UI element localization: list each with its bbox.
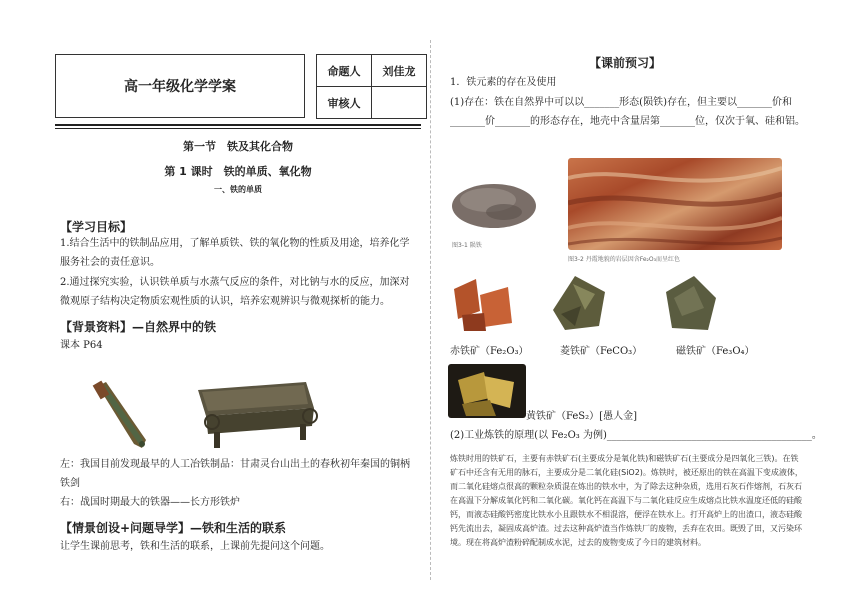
paragraph-line: 矿石中还含有无用的脉石，主要成分是二氧化硅(SiO2)。炼铁时，被还原出的铁在高温下变成液体， bbox=[450, 468, 803, 477]
author-value: 刘佳龙 bbox=[372, 55, 427, 87]
goal-2 bbox=[60, 273, 430, 311]
header-rule bbox=[55, 124, 421, 126]
goal-2-line-b: 微观原子结构决定物质宏观性质的认识，培养宏观辨识与微观探析的能力。 bbox=[60, 296, 390, 307]
paragraph-line: 炼铁时用的铁矿石，主要有赤铁矿石(主要成分是氧化铁)和磁铁矿石(主要成分是四氧化三铁)。在铁 bbox=[450, 454, 799, 463]
goal-1-line-a: 1.结合生活中的铁制品应用，了解单质铁、铁的氧化物的性质及用途，培养化学 bbox=[60, 238, 410, 249]
document-title-box bbox=[55, 54, 305, 118]
bronze-sword-image bbox=[90, 380, 152, 452]
author-table bbox=[316, 54, 427, 119]
goal-1 bbox=[60, 234, 430, 272]
background-title: 【背景资料】—自然界中的铁 bbox=[60, 320, 217, 334]
header-rule-thin bbox=[55, 128, 421, 129]
paragraph-line: 钙先流出去，凝固成高炉渣。过去这种高炉渣当作炼铁厂的废物，丢弃在农田。既毁了田，又污染环 bbox=[450, 524, 802, 533]
siderite-label: 菱铁矿（FeCO₃） bbox=[560, 346, 643, 357]
goal-2-line-a: 2.通过探究实验，认识铁单质与水蒸气反应的条件，对比钠与水的反应，加深对 bbox=[60, 277, 410, 288]
siderite-image bbox=[545, 270, 611, 336]
existence-line-a: (1)存在：铁在自然界中可以以_______形态(陨铁)存在，但主要以_______价和 bbox=[450, 97, 792, 108]
reviewer-label: 审核人 bbox=[317, 87, 372, 119]
caption-left-line-b: 铁剑 bbox=[60, 478, 80, 489]
image-caption-right: 右：战国时期最大的铁器——长方形铁炉 bbox=[60, 497, 240, 508]
item-1-heading: 1．铁元素的存在及使用 bbox=[450, 77, 557, 88]
caption-left-line-a: 左：我国目前发现最早的人工冶铁制品：甘肃灵台山出土的春秋初年秦国的铜柄 bbox=[60, 459, 410, 470]
pyrite-image bbox=[448, 364, 526, 418]
preview-title: 【课前预习】 bbox=[588, 56, 661, 70]
lesson-heading: 第 1 课时 铁的单质、氧化物 bbox=[164, 165, 312, 178]
danxia-caption: 图3-2 丹霞地貌的岩层因含Fe₂O₃而呈红色 bbox=[568, 256, 681, 263]
image-caption-left bbox=[60, 455, 430, 493]
scenario-title: 【情景创设+问题导学】—铁和生活的联系 bbox=[60, 521, 287, 535]
column-divider bbox=[430, 40, 431, 580]
scenario-text: 让学生课前思考，铁和生活的联系，上课前先提问这个问题。 bbox=[60, 541, 330, 552]
existence-line-b: _______价_______的形态存在，地壳中含量居第_______位，仅次于氧、硅和铝。 bbox=[450, 116, 805, 127]
document-title: 高一年级化学学案 bbox=[124, 79, 236, 95]
textbook-reference: 课本 P64 bbox=[60, 340, 103, 351]
subsection-heading: 一、铁的单质 bbox=[214, 185, 262, 194]
paragraph-line: 而二氧化硅熔点很高的颗粒杂质混在炼出的铁水中，为了除去这种杂质，选用石灰石作熔剂，石灰石 bbox=[450, 482, 802, 491]
industrial-smelting-principle: (2)工业炼铁的原理(以 Fe₂O₃ 为例)_________________________________________。 bbox=[450, 430, 822, 441]
magnetite-image bbox=[660, 272, 720, 336]
reviewer-value bbox=[372, 87, 427, 119]
danxia-landform-image bbox=[568, 158, 782, 250]
paragraph-line: 钙，而液态硅酸钙密度比铁水小且跟铁水不相混溶，便浮在铁水上。打开高炉上的出渣口，液态硅酸 bbox=[450, 510, 802, 519]
iron-furnace-image bbox=[188, 374, 318, 452]
meteorite-caption: 图3-1 陨铁 bbox=[452, 242, 482, 249]
magnetite-label: 磁铁矿（Fe₃O₄） bbox=[676, 346, 755, 357]
goals-title: 【学习目标】 bbox=[60, 220, 133, 234]
paragraph-line: 在高温下分解成氧化钙和二氧化碳。氧化钙在高温下与二氧化硅反应生成熔点比铁水温度还低的硅酸 bbox=[450, 496, 802, 505]
goal-1-line-b: 服务社会的责任意识。 bbox=[60, 257, 160, 268]
existence-fill-blank bbox=[450, 93, 820, 131]
section-heading: 第一节 铁及其化合物 bbox=[183, 140, 293, 153]
smelting-paragraph bbox=[450, 452, 820, 550]
meteorite-image bbox=[448, 180, 542, 240]
hematite-image bbox=[450, 275, 516, 335]
hematite-label: 赤铁矿（Fe₂O₃） bbox=[450, 346, 529, 357]
author-label: 命题人 bbox=[317, 55, 372, 87]
paragraph-line: 境。现在将高炉渣粉碎配制成水泥，过去的废物变成了今日的建筑材料。 bbox=[450, 538, 706, 547]
pyrite-label: 黄铁矿（FeS₂）[愚人金] bbox=[526, 411, 637, 422]
